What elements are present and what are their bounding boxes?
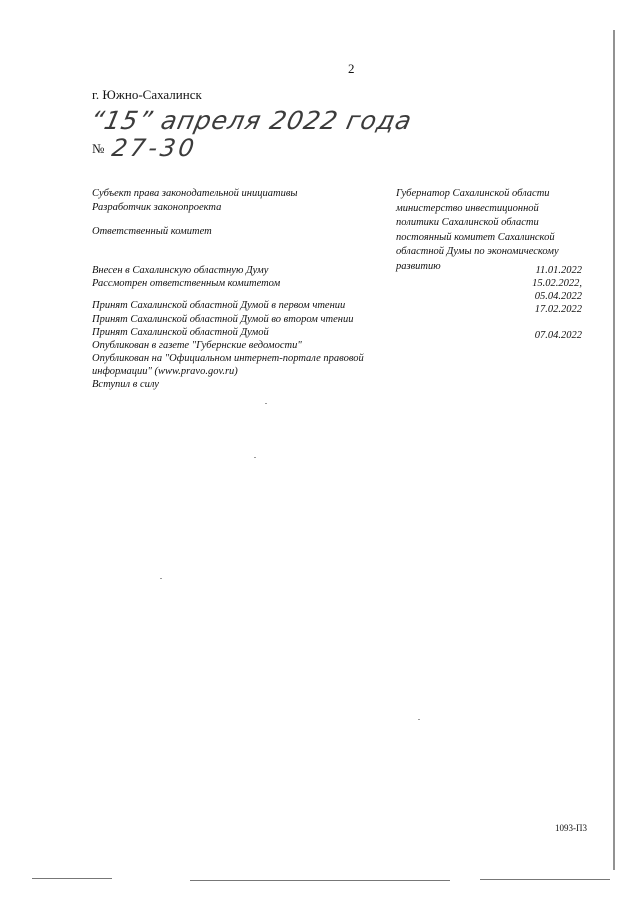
label-published-newspaper: Опубликован в газете "Губернские ведомости" <box>92 340 302 351</box>
scan-edge <box>613 30 615 870</box>
label-subject: Субъект права законодательной инициативы <box>92 188 298 199</box>
label-considered: Рассмотрен ответственным комитетом <box>92 278 281 289</box>
label-first-reading: Принят Сахалинской областной Думой в первом чтении <box>92 300 346 311</box>
scan-speck <box>265 403 267 404</box>
bottom-rule <box>480 879 610 880</box>
bottom-rule <box>32 878 112 879</box>
number-label: № <box>92 141 105 156</box>
label-published-portal-2: информации" (www.pravo.gov.ru) <box>92 366 238 377</box>
date-considered-1: 15.02.2022, <box>532 278 582 289</box>
developer-text-1: министерство инвестиционной <box>396 202 539 214</box>
label-second-reading: Принят Сахалинской областной Думой во втором чтении <box>92 314 354 325</box>
footer-code: 1093-П3 <box>555 823 587 833</box>
bottom-rule <box>190 880 450 881</box>
label-adopted: Принят Сахалинской областной Думой <box>92 327 269 338</box>
committee-text-3: развитию <box>396 260 441 272</box>
scan-speck <box>418 719 420 720</box>
scan-speck <box>160 578 162 579</box>
label-committee: Ответственный комитет <box>92 226 212 237</box>
subject-value <box>396 187 582 274</box>
label-in-force: Вступил в силу <box>92 379 159 390</box>
date-adopted: 07.04.2022 <box>534 330 582 341</box>
page-number: 2 <box>348 61 355 76</box>
date-first-reading: 17.02.2022 <box>534 304 582 315</box>
committee-text-2: областной Думы по экономическому <box>396 246 559 257</box>
handwritten-number: 27-30 <box>110 134 199 162</box>
developer-text-2: политики Сахалинской области <box>396 217 539 228</box>
scan-speck <box>254 457 256 458</box>
committee-text-1: постоянный комитет Сахалинской <box>396 231 555 243</box>
label-introduced: Внесен в Сахалинскую областную Думу <box>92 265 269 276</box>
label-developer: Разработчик законопроекта <box>92 202 222 213</box>
subject-text: Губернатор Сахалинской области <box>396 188 550 199</box>
city-line: г. Южно-Сахалинск <box>92 87 202 102</box>
date-considered-2: 05.04.2022 <box>534 291 582 302</box>
label-published-portal-1: Опубликован на "Официальном интернет-портале правовой <box>92 353 364 364</box>
date-introduced: 11.01.2022 <box>535 265 582 276</box>
handwritten-date: “15” апреля 2022 года <box>87 106 415 135</box>
